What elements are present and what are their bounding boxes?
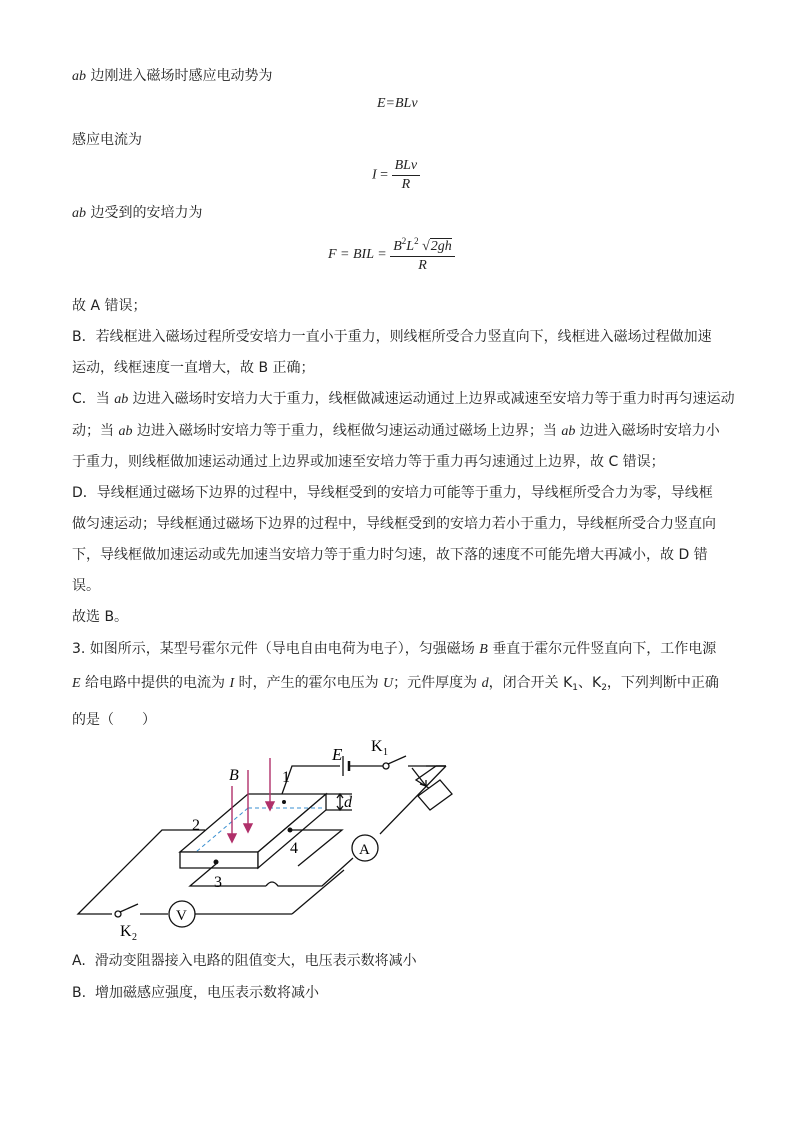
choice-a-key: A. [72, 953, 86, 969]
hall-plate-front [180, 852, 258, 868]
q3-line3: 的是（ ） [72, 712, 156, 728]
q3-l2-e: ，闭合开关 K [488, 675, 573, 691]
label-k2: K [120, 923, 132, 940]
ab-symbol: ab [72, 206, 86, 221]
q3-l2-g: ，下列判断中正确 [606, 675, 719, 691]
wire-top-left [282, 766, 340, 794]
current-numerator: BLv [392, 158, 421, 176]
force-num-sqrt: 2gh [430, 239, 452, 254]
choice-a [72, 951, 417, 971]
label-k1-sub: 1 [383, 747, 388, 758]
force-num-l: L [406, 239, 415, 254]
label-4: 4 [290, 840, 298, 857]
analysis-d-line1: D．导线框通过磁场下边界的过程中，导线框受到的安培力可能等于重力，导线框所受合力为零，导线框 [72, 485, 713, 501]
force-label: 边受到的安培力为 [86, 205, 203, 221]
ab-symbol: ab [561, 424, 576, 439]
c-line2-a: 动；当 [72, 423, 119, 439]
force-fraction [390, 236, 455, 274]
current-label: 感应电流为 [72, 132, 142, 148]
label-v: V [176, 908, 187, 924]
analysis-b-line1: B．若线框进入磁场过程所受安培力一直小于重力，则线框所受合力竖直向下，线框进入磁场过程做加速 [72, 329, 712, 345]
label-a: A [359, 842, 370, 858]
current-denominator: R [401, 177, 411, 192]
choice-a-text: 滑动变阻器接入电路的阻值变大，电压表示数将减小 [94, 953, 417, 969]
q3-b-symbol: B [479, 642, 488, 657]
q3-l2-f: 、K [578, 675, 602, 691]
analysis-d-line2: 做匀速运动；导线框通过磁场下边界的过程中，导线框受到的安培力若小于重力，导线框所受合力竖直向 [72, 516, 716, 532]
label-2: 2 [192, 817, 200, 834]
choice-b-key: B. [72, 985, 87, 1001]
ab-symbol: ab [118, 424, 133, 439]
choice-b [72, 983, 319, 1003]
answer-line: 故选 B。 [72, 609, 129, 625]
q3-u-symbol: U [383, 676, 394, 691]
q3-l1-a: 3. 如图所示，某型号霍尔元件（导电自由电荷为电子），匀强磁场 [72, 641, 480, 657]
current-lhs: I [372, 167, 377, 183]
force-num-b: B [393, 239, 402, 254]
q3-l2-c: ；元件厚度为 [393, 675, 482, 691]
current-fraction [392, 158, 421, 193]
q3-e-symbol: E [72, 676, 81, 691]
emf-formula: E=BLv [377, 96, 418, 111]
q3-l1-b: 垂直于霍尔元件竖直向下，工作电源 [487, 641, 717, 657]
q3-i-symbol: I [229, 676, 235, 691]
q3-l2-a: 给电路中提供的电流为 [80, 675, 230, 691]
label-b: B [229, 767, 239, 784]
analysis-c-line1 [72, 389, 735, 410]
analysis-d-line4: 误。 [72, 578, 100, 594]
emf-intro-line [72, 66, 272, 87]
force-intro-line [72, 203, 202, 224]
force-num-exp1: 2 [401, 236, 407, 246]
q3-line2 [72, 673, 719, 698]
choice-b-text: 增加磁感应强度，电压表示数将减小 [94, 985, 319, 1001]
label-3: 3 [214, 874, 222, 891]
label-k2-sub: 2 [132, 932, 137, 943]
force-formula [328, 236, 455, 274]
q3-d-symbol: d [481, 676, 489, 691]
q3-l2-b: 时，产生的霍尔电压为 [234, 675, 384, 691]
force-denominator: R [418, 258, 427, 273]
ab-symbol: ab [114, 392, 129, 407]
wire-crossover [266, 882, 285, 886]
current-formula: I = $\frac{\text{BLv}}{R}$ [372, 158, 420, 193]
analysis-b-line2: 运动，线框速度一直增大，故 B 正确； [72, 360, 315, 376]
c-line1-post: 边进入磁场时安培力大于重力，线框做减速运动通过上边界或减速至安培力等于重力时再匀速运动 [128, 391, 735, 407]
ab-symbol: ab [72, 69, 86, 84]
label-d: d [344, 794, 352, 811]
c-line2-c: 边进入磁场时安培力小 [575, 423, 720, 439]
label-1: 1 [282, 769, 290, 786]
hall-element-circuit-figure [60, 730, 460, 945]
q3-k1-sub: 1 [572, 683, 578, 693]
emf-label: 边刚进入磁场时感应电动势为 [86, 68, 273, 84]
conclusion-a: 故 A 错误； [72, 298, 147, 314]
force-numerator: $B^2L^2$ √2gh [390, 236, 455, 257]
k2-blade [120, 904, 138, 912]
analysis-c-line3: 于重力，则线框做加速运动通过上边界或加速至安培力等于重力再匀速通过上边界，故 C 错误； [72, 454, 665, 470]
wire-terminal-4-to-voltmeter [292, 870, 344, 914]
c-line1-pre: C．当 [72, 391, 115, 407]
force-num-exp2: 2 [414, 236, 419, 246]
rheostat-slider-arrow [412, 768, 426, 786]
label-k1: K [371, 738, 383, 755]
terminal-1-dot [282, 800, 286, 804]
terminal-3-dot [214, 860, 219, 865]
q3-k2-sub: 2 [601, 683, 607, 693]
force-lhs: F = BIL = [328, 247, 387, 263]
label-e: E [332, 745, 343, 764]
q3-line1 [72, 639, 716, 660]
analysis-c-line2 [72, 421, 720, 442]
analysis-d-line3: 下，导线框做加速运动或先加速当安培力等于重力时匀速，故下落的速度不可能先增大再减小，故 D 错 [72, 547, 708, 563]
c-line2-b: 边进入磁场时安培力等于重力，线框做匀速运动通过磁场上边界；当 [132, 423, 562, 439]
terminal-4-dot [288, 828, 293, 833]
k1-blade [388, 756, 406, 764]
wire-ammeter-to-plate [285, 858, 353, 886]
